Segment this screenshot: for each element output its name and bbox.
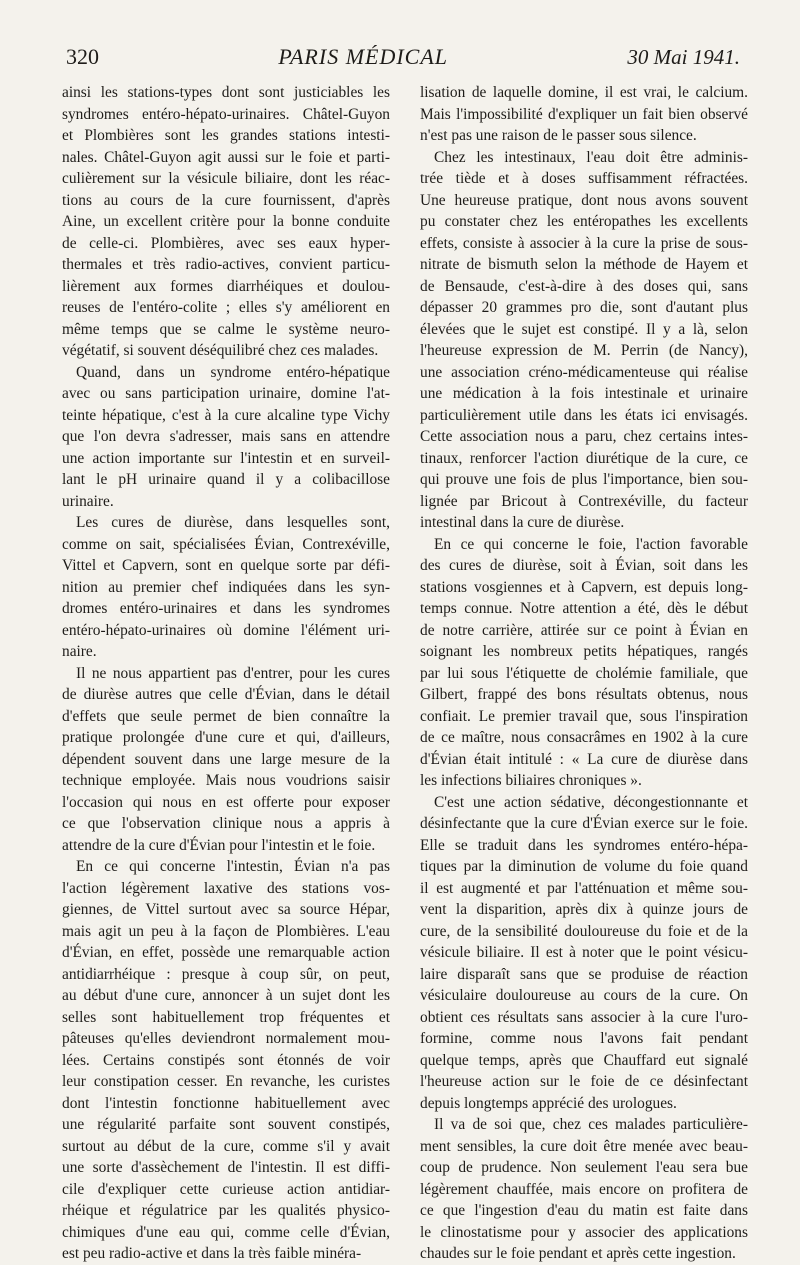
text-line: lignée par Bricout à Contrexéville, du facteur — [420, 492, 748, 510]
text-line: de ce maître, nous consacrâmes en 1902 à la cure — [420, 729, 748, 746]
text-line: ainsi les stations-types dont sont justiciables les — [62, 84, 390, 101]
text-line: Cette association nous a paru, chez certains intes- — [420, 428, 748, 445]
text-line: obtient ces résultats sans associer à la cure l'uro- — [420, 1008, 748, 1026]
text-line: selles sont habituellement trop fréquentes et — [62, 1008, 390, 1026]
text-line: Chez les intestinaux, l'eau doit être adminis- — [434, 148, 748, 166]
text-line: les infections biliaires chroniques ». — [420, 772, 642, 789]
text-line: vésicule biliaire. Il est à noter que le point vésicu- — [420, 944, 748, 961]
issue-date: 30 Mai 1941. — [627, 45, 740, 69]
text-line: confiait. Le premier travail que, sous l'inspiration — [420, 707, 748, 725]
text-line: l'occasion qui nous en est offerte pour exposer — [62, 793, 390, 811]
text-line: C'est une action sédative, décongestionnante et — [434, 793, 748, 811]
text-line: Elle se traduit dans les syndromes entéro-hépa- — [420, 836, 748, 854]
text-line: lant le pH urinaire quand il y a colibacillose — [62, 471, 390, 488]
text-line: entéro-hépato-urinaires où domine l'élément uri- — [62, 621, 390, 639]
text-line: lièrement aux formes diarrhéiques et doulou- — [62, 277, 390, 295]
text-line: d'effets que seule permet de bien connaître la — [62, 707, 390, 725]
text-line: stations vosgiennes et à Capvern, est depuis long- — [420, 578, 748, 596]
text-line: de Bensaude, c'est-à-dire à des doses qui, sans — [420, 277, 748, 295]
text-line: d'Évian était intitulé : « La cure de diurèse dans — [420, 750, 748, 768]
text-line: vent la disparition, après dix à quinze jours de — [420, 901, 748, 918]
text-line: l'heureuse action sur le foie de ce désinfectant — [420, 1073, 748, 1090]
text-line: tiques par la diminution de volume du foie quand — [420, 858, 748, 875]
paragraph — [420, 792, 748, 1115]
text-line: dépendent souvent dans une large mesure de la — [62, 750, 390, 768]
text-line: tinaux, renforcer l'action diurétique de la cure, ce — [420, 449, 748, 467]
text-line: même temps que se calme le système neuro- — [62, 320, 390, 338]
text-line: surtout au début de la cure, comme s'il y avait — [62, 1137, 390, 1155]
text-line: est peu radio-active et dans la très faible minéra- — [62, 1245, 362, 1262]
text-line: naire. — [62, 643, 97, 660]
text-line: laire disparaît sans que se produise de réaction — [420, 965, 748, 983]
text-line: l'heureuse expression de M. Perrin (de Nancy), — [420, 342, 748, 359]
text-line: nitrate de bismuth selon la méthode de Hayem et — [420, 256, 748, 273]
text-line: l'action légèrement laxative des stations vos- — [62, 879, 390, 897]
text-line: attendre de la cure d'Évian pour l'intestin et le foie. — [62, 836, 376, 854]
text-line: une association créno-médicamenteuse qui réalise — [420, 363, 748, 381]
text-line: d'Évian, en effet, possède une remarquable action — [62, 944, 390, 961]
text-line: vésiculaire douloureuse au cours de la cure. On — [420, 987, 748, 1004]
text-line: Gilbert, frappé des bons résultats obtenus, nous — [420, 686, 748, 703]
text-line: une régularité parfaite sont souvent constipés, — [62, 1116, 390, 1133]
paragraph — [62, 82, 390, 362]
paragraph — [420, 534, 748, 792]
text-line: comme on sait, spécialisées Évian, Contrexéville, — [62, 535, 390, 553]
page-number: 320 — [66, 44, 99, 69]
text-line: légèrement chauffée, mais encore on profitera de — [420, 1180, 748, 1198]
text-line: Il va de soi que, chez ces malades particulière- — [434, 1116, 748, 1133]
text-line: chaudes sur le foie pendant et après cette ingestion. — [420, 1245, 736, 1262]
text-line: Aine, un excellent critère pour la bonne conduite — [62, 213, 390, 230]
text-line: antidiarrhéique : presque à coup sûr, on peut, — [62, 965, 390, 983]
text-line: depuis longtemps apprécié des urologues. — [420, 1094, 677, 1112]
text-line: Quand, dans un syndrome entéro-hépatique — [76, 363, 390, 381]
text-line: au début d'une cure, annoncer à un sujet dont les — [62, 987, 390, 1004]
text-line: trée tiède et à doses suffisamment réfractées. — [420, 170, 748, 187]
text-line: Il ne nous appartient pas d'entrer, pour les cures — [76, 664, 390, 682]
text-line: nales. Châtel-Guyon agit aussi sur le foie et parti- — [62, 148, 390, 166]
text-line: élevées que le sujet est constipé. Il y a là, selon — [420, 320, 748, 338]
text-line: une action importante sur l'intestin et en surveil- — [62, 449, 390, 467]
text-line: pratique prolongée d'une cure et qui, d'ailleurs, — [62, 729, 390, 746]
paragraph — [62, 663, 390, 857]
text-line: teinte hépatique, c'est à la cure alcaline type Vichy — [62, 406, 390, 424]
text-line: par lui sous l'étiquette de cholémie familiale, que — [420, 664, 748, 682]
text-line: le clinostatisme pour y associer des applications — [420, 1223, 748, 1241]
text-line: En ce qui concerne l'intestin, Évian n'a pas — [76, 858, 390, 875]
text-line: rhéique et régulatrice par les qualités physico- — [62, 1202, 390, 1219]
text-line: particulièrement utile dans les états ici envisagés. — [420, 406, 748, 424]
text-line: syndromes entéro-hépato-urinaires. Châtel-Guyon — [62, 105, 390, 123]
text-line: ce que l'ingestion d'eau du matin est faite dans — [420, 1202, 748, 1219]
text-line: urinaire. — [62, 492, 114, 510]
text-line: Mais l'impossibilité d'expliquer un fait bien observé — [420, 105, 748, 123]
text-line: culièrement sur la vésicule biliaire, dont les réac- — [62, 170, 390, 187]
text-line: de diurèse autres que celle d'Évian, dans le détail — [62, 686, 390, 703]
paragraph — [62, 856, 390, 1265]
text-line: formine, comme nous l'avons fait pendant — [420, 1030, 748, 1047]
text-line: giennes, de Vittel surtout avec sa source Hépar, — [62, 901, 390, 918]
text-line: il est augmenté et par l'atténuation et même sou- — [420, 879, 748, 897]
text-line: dromes entéro-urinaires et dans les syndromes — [62, 600, 390, 617]
text-line: n'est pas une raison de le passer sous silence. — [420, 127, 697, 144]
text-line: lisation de laquelle domine, il est vrai, le calcium. — [420, 84, 748, 101]
text-line: ment sensibles, la cure doit être menée avec beau- — [420, 1137, 748, 1155]
paragraph — [62, 362, 390, 513]
paragraph — [420, 82, 748, 147]
running-header — [66, 44, 740, 78]
text-line: et Plombières sont les grandes stations intesti- — [62, 127, 390, 144]
text-line: leur constipation cesser. En revanche, les curistes — [62, 1073, 390, 1090]
text-line: qui prouve une fois de plus l'importance, bien sou- — [420, 471, 748, 488]
text-line: chimiques d'une eau qui, comme celle d'Évian, — [62, 1223, 390, 1241]
text-line: dont l'intestin fonctionne habituellement avec — [62, 1094, 390, 1112]
text-line: soignant les nombreux petits hépatiques, rangés — [420, 643, 748, 660]
text-line: avec ou sans participation urinaire, domine l'at- — [62, 385, 390, 402]
text-line: intestinal dans la cure de diurèse. — [420, 514, 625, 531]
paragraph — [420, 147, 748, 534]
journal-title: PARIS MÉDICAL — [278, 44, 449, 69]
article-body — [62, 82, 748, 1262]
text-line: Les cures de diurèse, dans lesquelles sont, — [76, 514, 390, 531]
text-line: thermales et très radio-actives, convient particu- — [62, 256, 390, 273]
text-line: une sorte d'assèchement de l'intestin. Il est diffi- — [62, 1159, 390, 1176]
text-line: désinfectante que la cure d'Évian exerce sur le foie. — [420, 815, 748, 832]
left-column — [62, 82, 390, 1262]
text-line: lées. Certains constipés sont étonnés de voir — [62, 1051, 390, 1069]
text-line: des cures de diurèse, soit à Évian, soit dans les — [420, 557, 748, 574]
text-line: reuses de l'entéro-colite ; elles s'y améliorent en — [62, 299, 390, 316]
text-line: Une heureuse pratique, dont nous avons souvent — [420, 191, 748, 209]
text-line: une médication à la fois intestinale et urinaire — [420, 385, 748, 402]
text-line: végétatif, si souvent déséquilibré chez ces malades. — [62, 342, 379, 359]
text-line: que l'on devra s'adresser, mais sans en attendre — [62, 428, 390, 445]
text-line: temps connue. Notre attention a été, dès le début — [420, 600, 748, 617]
text-line: cure, de la sensibilité douloureuse du foie et de la — [420, 922, 748, 940]
text-line: ce que l'observation clinique nous a appris à — [62, 815, 390, 832]
text-line: mais agit un peu à la façon de Plombières. L'eau — [62, 922, 390, 940]
paragraph — [62, 512, 390, 663]
text-line: dépasser 20 grammes pro die, sont d'autant plus — [420, 299, 748, 316]
text-line: effets, consiste à associer à la cure la prise de sous- — [420, 234, 748, 252]
paragraph — [420, 1114, 748, 1265]
text-line: coup de prudence. Non seulement l'eau sera bue — [420, 1159, 748, 1176]
text-line: pu constater chez les entéropathes les excellents — [420, 213, 748, 230]
text-line: En ce qui concerne le foie, l'action favorable — [434, 535, 748, 553]
text-line: tions au cours de la cure fournissent, d'après — [62, 191, 390, 209]
right-column — [420, 82, 748, 1262]
text-line: pâteuses qu'elles deviendront normalement mou- — [62, 1030, 390, 1047]
text-line: de notre carrière, attirée sur ce point à Évian en — [420, 621, 748, 639]
text-line: de celle-ci. Plombières, avec ses eaux hyper- — [62, 234, 390, 252]
text-line: nition au premier chef indiquées dans les syn- — [62, 578, 390, 596]
text-line: quelque temps, après que Chauffard eut signalé — [420, 1051, 748, 1069]
text-line: cile d'expliquer cette curieuse action antidiar- — [62, 1180, 390, 1198]
text-line: Vittel et Capvern, sont en quelque sorte par défi- — [62, 557, 390, 574]
text-line: technique employée. Mais nous voudrions saisir — [62, 772, 390, 789]
